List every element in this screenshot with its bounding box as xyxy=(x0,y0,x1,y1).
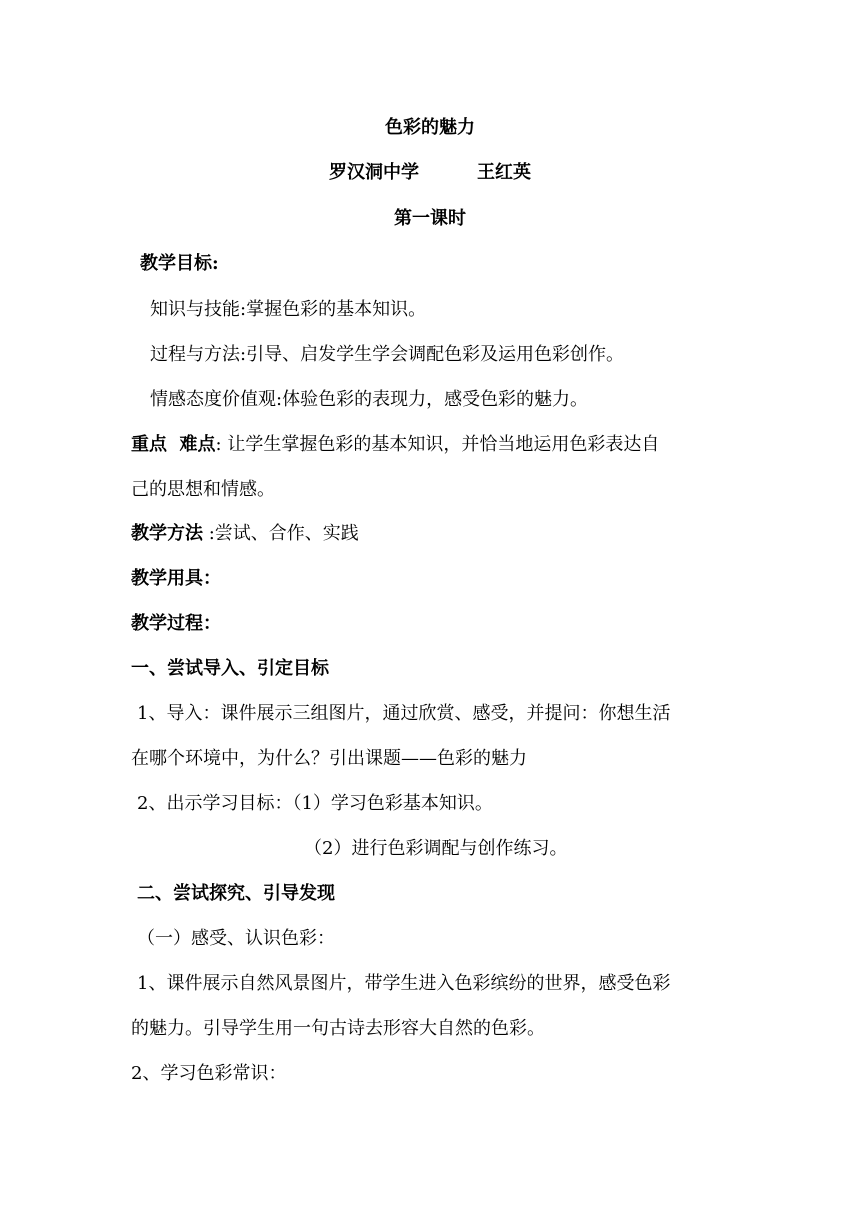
lesson-label: 第一课时 xyxy=(394,208,466,229)
doc-title: 色彩的魅力 xyxy=(385,117,475,138)
section2-item1-continued: 的魅力。引导学生用一句古诗去形容大自然的色彩。 xyxy=(131,1018,545,1039)
goal-knowledge: 知识与技能:掌握色彩的基本知识。 xyxy=(150,299,427,320)
section1-item2: 2、出示学习目标：（1）学习色彩基本知识。 xyxy=(137,793,493,814)
method-text: :尝试、合作、实践 xyxy=(203,523,359,544)
school-name: 罗汉洞中学 xyxy=(329,162,419,183)
section1-item2-continued: （2）进行色彩调配与创作练习。 xyxy=(304,838,568,859)
section1-heading: 一、尝试导入、引定目标 xyxy=(131,658,329,679)
section2-sub1: （一）感受、认识色彩： xyxy=(137,928,335,949)
key-points xyxy=(131,433,659,457)
teaching-method xyxy=(131,522,359,546)
goal-emotion: 情感态度价值观:体验色彩的表现力，感受色彩的魅力。 xyxy=(150,389,589,410)
key-points-label: 重点 难点 xyxy=(131,434,216,455)
section1-item1-continued: 在哪个环境中，为什么？引出课题——色彩的魅力 xyxy=(131,748,527,769)
section1-item1: 1、导入：课件展示三组图片，通过欣赏、感受，并提问：你想生活 xyxy=(137,703,671,724)
byline xyxy=(0,161,860,185)
key-points-text: : 让学生掌握色彩的基本知识，并恰当地运用色彩表达自 xyxy=(215,434,660,455)
key-points-continued: 己的思想和情感。 xyxy=(131,479,275,500)
method-label: 教学方法 xyxy=(131,523,203,544)
goal-process: 过程与方法:引导、启发学生学会调配色彩及运用色彩创作。 xyxy=(150,344,625,365)
process-heading: 教学过程： xyxy=(131,613,221,634)
author-name: 王红英 xyxy=(477,162,531,183)
section2-item1: 1、课件展示自然风景图片，带学生进入色彩缤纷的世界，感受色彩 xyxy=(137,973,671,994)
section2-heading: 二、尝试探究、引导发现 xyxy=(137,883,335,904)
goals-heading: 教学目标: xyxy=(140,253,219,274)
section2-item2: 2、学习色彩常识： xyxy=(131,1063,287,1084)
tools-label: 教学用具： xyxy=(131,568,221,589)
